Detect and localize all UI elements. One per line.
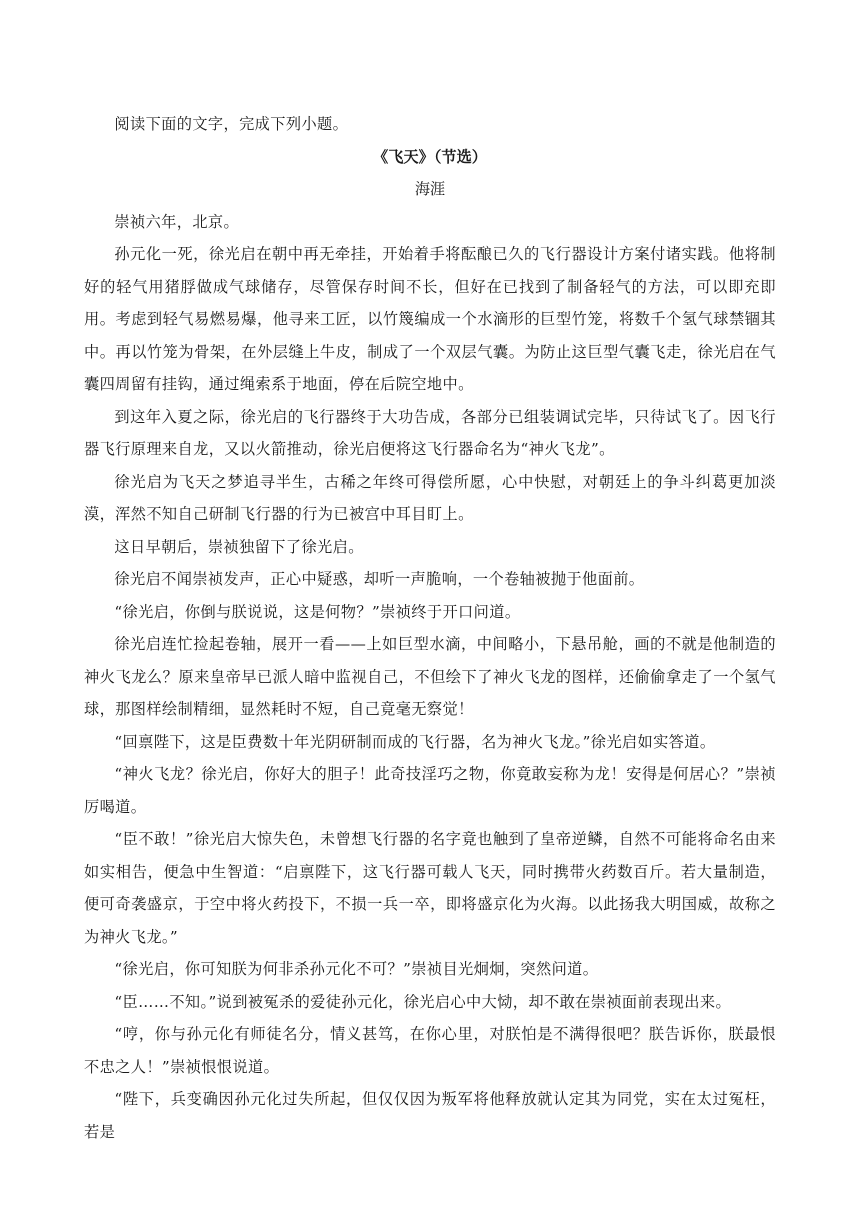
- document-body: [84, 108, 776, 1148]
- paragraph-5: 这日早朝后，崇祯独留下了徐光启。: [114, 537, 364, 556]
- article-author: 海涯: [414, 180, 446, 198]
- paragraph-3: 到这年入夏之际，徐光启的飞行器终于大功告成，各部分已组装调试完毕，只待试飞了。因飞行器飞行原理来自龙，又以火箭推动，徐光启便将这飞行器命名为“神火飞龙”。: [84, 407, 776, 458]
- paragraph-10: “神火飞龙？徐光启，你好大的胆子！此奇技淫巧之物，你竟敢妄称为龙！安得是何居心？”崇祯厉喝道。: [84, 765, 776, 816]
- paragraph-14: “哼，你与孙元化有师徒名分，情义甚笃，在你心里，对朕怕是不满得很吧？朕告诉你，朕最恨不忠之人！”崇祯恨恨说道。: [84, 1025, 776, 1076]
- paragraph-2: 孙元化一死，徐光启在朝中再无牵挂，开始着手将酝酿已久的飞行器设计方案付诸实践。他将制好的轻气用猪脬做成气球储存，尽管保存时间不长，但好在已找到了制备轻气的方法，可以即充即用。考虑到轻气易燃易爆，他寻来工匠，以竹篾编成一个水滴形的巨型竹笼，将数千个氢气球禁锢其中。再以竹笼为骨架，在外层缝上牛皮，制成了一个双层气囊。为防止这巨型气囊飞走，徐光启在气囊四周留有挂钩，通过绳索系于地面，停在后院空地中。: [84, 245, 776, 393]
- paragraph-9: “回禀陛下，这是臣费数十年光阴研制而成的飞行器，名为神火飞龙。”徐光启如实答道。: [114, 732, 716, 751]
- paragraph-4: 徐光启为飞天之梦追寻半生，古稀之年终可得偿所愿，心中快慰，对朝廷上的争斗纠葛更加淡漠，浑然不知自己研制飞行器的行为已被宫中耳目盯上。: [84, 472, 776, 523]
- paragraph-15: “陛下，兵变确因孙元化过失所起，但仅仅因为叛军将他释放就认定其为同党，实在太过冤枉，若是: [84, 1090, 776, 1141]
- instruction-text: 阅读下面的文字，完成下列小题。: [114, 115, 349, 133]
- paragraph-13: “臣……不知。”说到被冤杀的爱徒孙元化，徐光启心中大恸，却不敢在崇祯面前表现出来。: [114, 992, 732, 1011]
- paragraph-7: “徐光启，你倒与朕说说，这是何物？”崇祯终于开口问道。: [114, 602, 521, 621]
- paragraph-1: 崇祯六年，北京。: [114, 212, 240, 231]
- paragraph-12: “徐光启，你可知朕为何非杀孙元化不可？”崇祯目光炯炯，突然问道。: [114, 960, 599, 978]
- paragraph-8: 徐光启连忙捡起卷轴，展开一看——上如巨型水滴，中间略小，下悬吊舱，画的不就是他制造的神火飞龙么？原来皇帝早已派人暗中监视自己，不但绘下了神火飞龙的图样，还偷偷拿走了一个氢气球，那图样绘制精细，显然耗时不短，自己竟毫无察觉！: [84, 635, 776, 718]
- paragraph-6: 徐光启不闻崇祯发声，正心中疑惑，却听一声脆响，一个卷轴被抛于他面前。: [114, 570, 645, 588]
- paragraph-11: “臣不敢！”徐光启大惊失色，未曾想飞行器的名字竟也触到了皇帝逆鳞，自然不可能将命名由来如实相告，便急中生智道：“启禀陛下，这飞行器可载人飞天，同时携带火药数百斤。若大量制造，便可奇袭盛京，于空中将火药投下，不损一兵一卒，即将盛京化为火海。以此扬我大明国威，故称之为神火飞龙。”: [84, 830, 776, 946]
- article-title: 《飞天》（节选）: [373, 147, 487, 166]
